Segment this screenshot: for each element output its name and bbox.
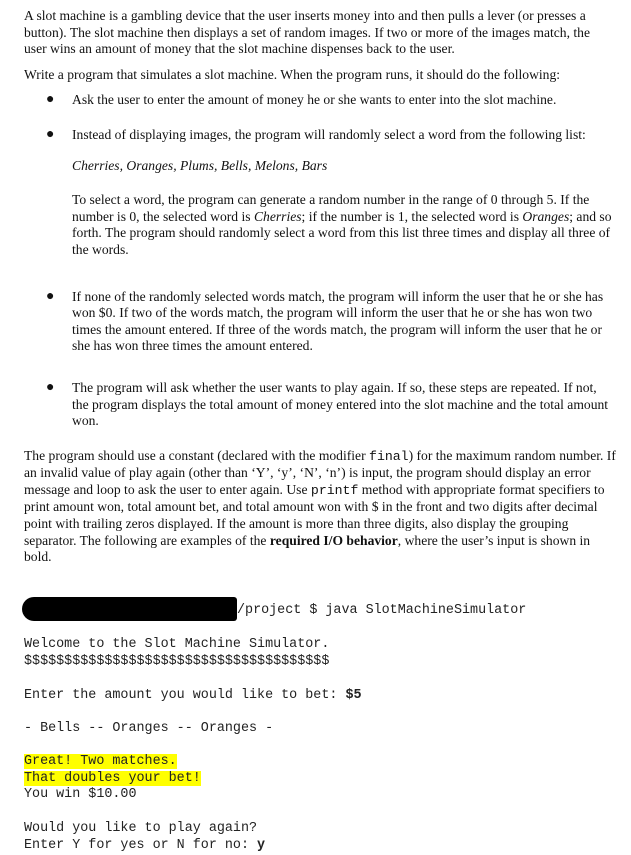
detail-text: ; and so forth. The program should randomly select a word from this list three times and display all three of the words. [72,208,612,257]
bullet-text: The program will ask whether the user wants to play again. If so, these steps are repeated. If not, the program displays the total amount of money entered into the slot machine and the total amount won. [72,379,609,429]
bullet-item-select-word [24,127,616,259]
bet-input: $5 [345,688,362,703]
console-reels [24,721,273,738]
bullet-item-ask-money [24,92,616,109]
req-text: , where the user’s input is shown in bold. [24,532,591,565]
task-paragraph: Write a program that simulates a slot machine. When the program runs, it should do the following: [24,66,561,82]
bullet-item-play-again [24,380,616,430]
bullet-item-match-rules [24,289,616,355]
oranges-word: Oranges [522,208,570,224]
cherries-word: Cherries [253,208,302,224]
welcome-line: Welcome to the Slot Machine Simulator. [24,637,330,652]
console-bet [24,688,362,705]
intro-paragraph: A slot machine is a gambling device that the user inserts money into and then pulls a lever (or presses a button). The slot machine then displays a set of random images. If two or more of the images match, the user wins an amount of money that the slot machine dispenses back to the user. [24,8,591,57]
final-keyword: final [369,448,409,464]
again-line: Would you like to play again? [24,821,258,836]
bullet-icon: ● [46,126,55,142]
requirements-list [24,92,616,429]
yn-prompt: Enter Y for yes or N for no: [24,837,258,853]
great-line: Great! Two matches. [24,754,177,769]
bullet-icon: ● [46,92,55,108]
bullet-text: Instead of displaying images, the program will randomly select a word from the following list: [72,126,586,142]
printf-keyword: printf [310,482,359,498]
reels-line: - Bells -- Oranges -- Oranges - [24,721,274,736]
doubles-line: That doubles your bet! [24,770,201,786]
required-io-bold: required I/O behavior [269,532,398,548]
console-again [24,821,265,854]
terminal-output [237,603,526,620]
detail-text: ; if the number is 1, the selected word is [301,208,523,224]
console-welcome [24,637,329,670]
redaction-bar [22,597,237,621]
dollar-line: $$$$$$$$$$$$$$$$$$$$$$$$$$$$$$$$$$$$$$ [24,653,330,669]
bullet-text: Ask the user to enter the amount of money he or she wants to enter into the slot machine. [72,92,557,108]
run-command: /project $ java SlotMachineSimulator [237,603,527,618]
yn-input: y [257,837,266,853]
program-requirements [24,448,616,566]
bet-prompt: Enter the amount you would like to bet: [24,688,346,703]
req-text: ) for the maximum random number. If an invalid value of play again (other than ‘Y’, ‘y’, ‘N’, ‘n’) is input, the program should display an error message and loop to ask the user to enter again. Use [24,447,616,497]
assignment-text [24,8,616,566]
detail-text: To select a word, the program can generate a random number in the range of 0 through 5. If the number is 0, the selected word is [72,192,590,224]
selection-detail [72,192,616,258]
bullet-text: If none of the randomly selected words match, the program will inform the user that he or she has won $0. If two of the words match, the program will inform the user that he or she has won two times the amount entered. If three of the words match, the program will inform the user that he or she has won three times the amount entered. [72,288,604,354]
word-list: Cherries, Oranges, Plums, Bells, Melons, Bars [72,157,328,173]
win-line: You win $10.00 [24,787,137,803]
bullet-icon: ● [46,288,55,304]
console-result [24,754,201,804]
bullet-icon: ● [46,379,55,395]
req-text: method with appropriate format specifiers to print amount won, total amount bet, and total amount won with $ in the front and two digits after decimal point with trailing zeros displayed. If the amount is more than three digits, also display the grouping separator. The following are examples of the [24,481,605,548]
req-text: The program should use a constant (declared with the modifier [24,447,370,463]
